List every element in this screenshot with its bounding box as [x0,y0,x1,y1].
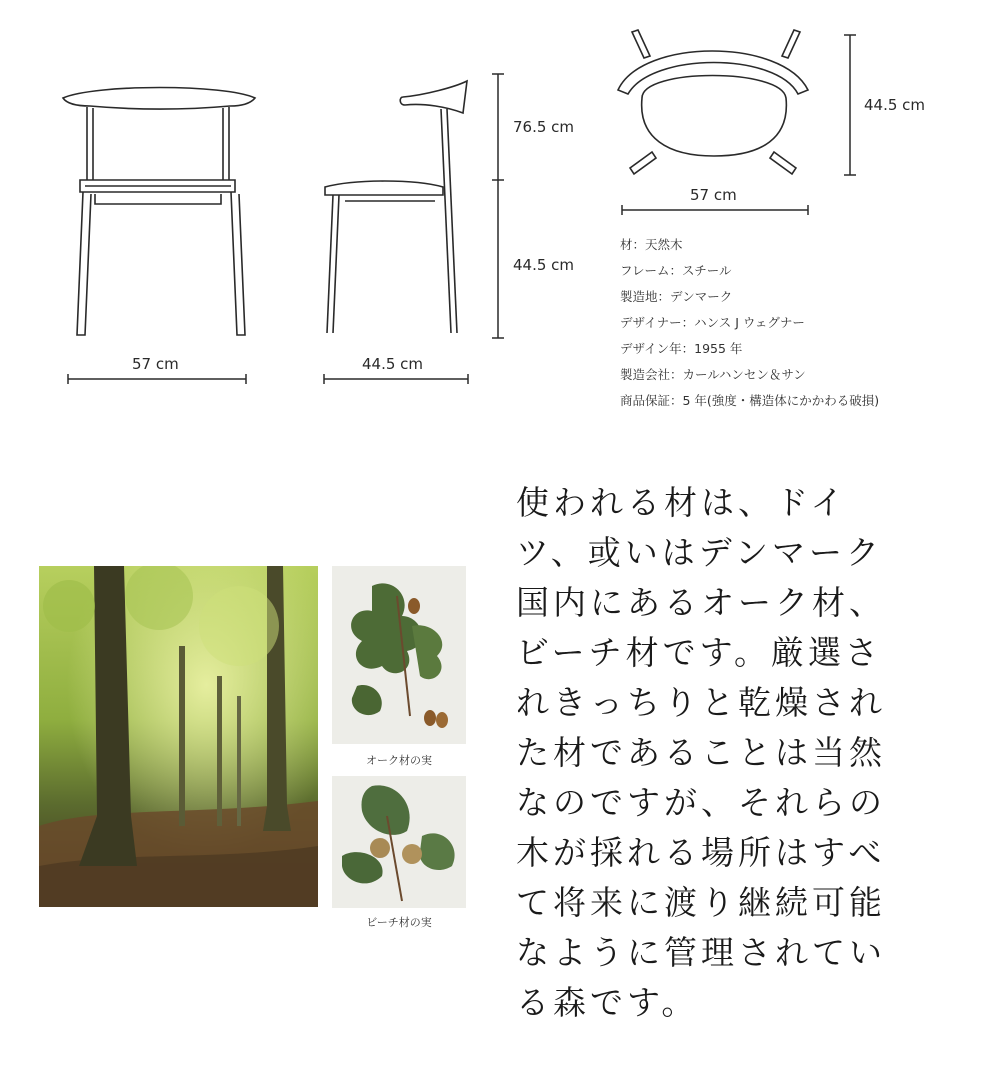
body-line: ツ、或いはデンマーク [516,533,884,572]
body-line: なように管理されてい [516,933,886,972]
top-width-label: 57 cm [690,186,737,204]
oak-caption: オーク材の実 [366,754,432,767]
body-line: れきっちりと乾燥され [516,683,886,722]
top-depth-label: 44.5 cm [864,96,926,114]
body-line: 使われる材は、ドイ [516,483,848,522]
chair-side-view-drawing [315,75,475,345]
body-line: 国内にあるオーク材、 [516,583,886,622]
chair-top-view-drawing [612,28,817,178]
spec-designer: デザイナー：ハンス J ウェグナー [620,315,805,330]
top-width-dimension-line [620,203,810,217]
forest-photo [39,566,318,907]
body-line: て将来に渡り継続可能 [516,883,886,922]
spec-design-year: デザイン年：1955 年 [620,341,743,356]
beech-leaves-photo [332,776,466,908]
side-depth-label: 44.5 cm [362,355,424,373]
height-dimension-line [490,72,510,342]
spec-origin: 製造地：デンマーク [620,289,733,304]
spec-list [620,232,960,414]
body-paragraph [516,478,936,1028]
body-line: ビーチ材です。厳選さ [516,633,883,672]
front-width-label: 57 cm [132,355,179,373]
top-depth-dimension-line [842,33,858,177]
side-depth-dimension-line [322,372,470,386]
chair-front-view-drawing [55,80,265,350]
body-line: た材であることは当然 [516,733,886,772]
body-line: 木が採れる場所はすべ [516,833,886,872]
seat-height-label: 44.5 cm [513,256,575,274]
front-width-dimension-line [66,372,248,386]
body-line: なのですが、それらの [516,783,886,822]
body-line: る森です。 [516,983,699,1022]
spec-material: 材：天然木 [620,237,683,252]
spec-frame: フレーム：スチール [620,263,732,278]
total-height-label: 76.5 cm [513,118,575,136]
beech-caption: ビーチ材の実 [366,916,432,929]
spec-warranty: 商品保証：5 年(強度・構造体にかかわる破損) [620,393,880,408]
oak-leaves-photo [332,566,466,744]
spec-manufacturer: 製造会社：カールハンセン＆サン [620,367,806,382]
